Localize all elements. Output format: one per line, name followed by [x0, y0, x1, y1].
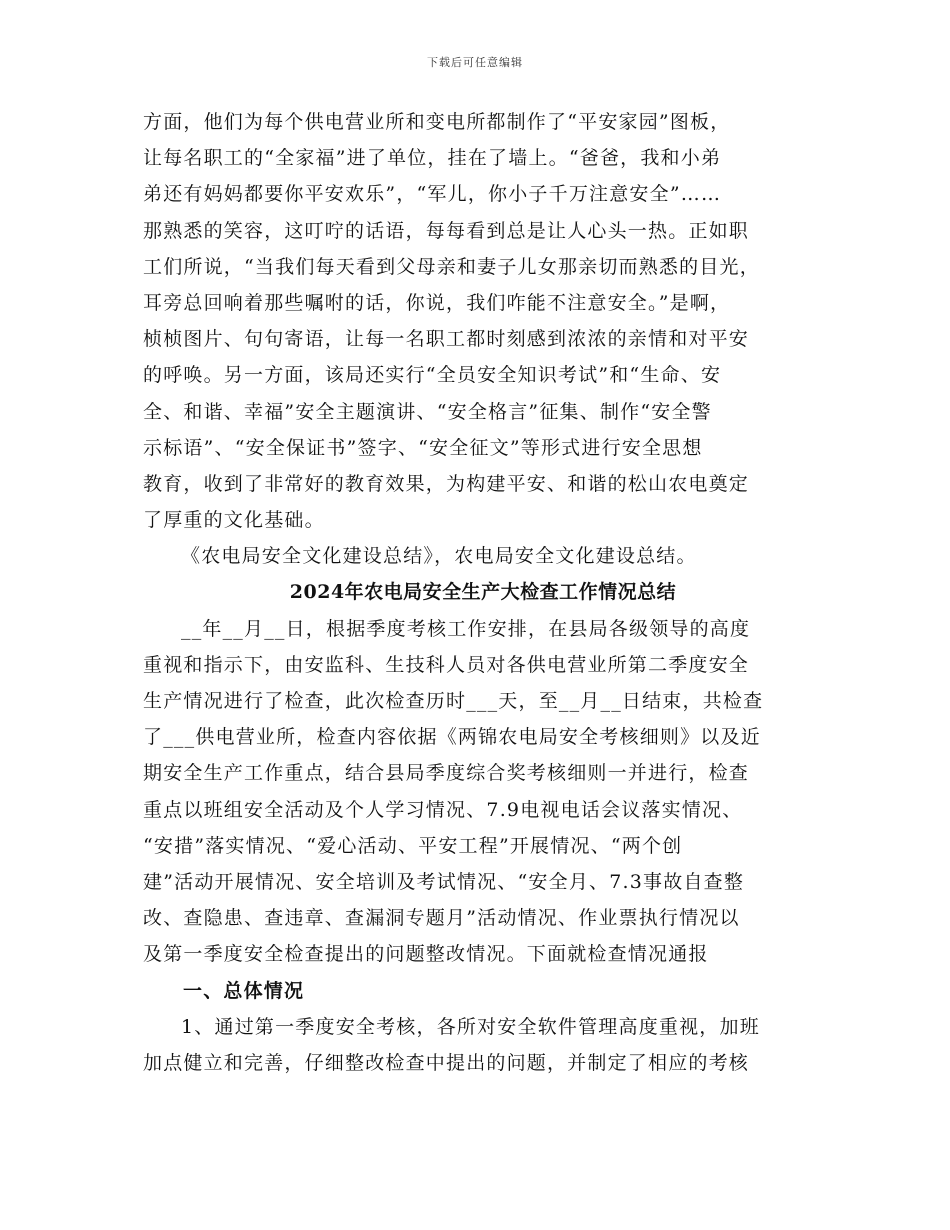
text-line: 弟还有妈妈都要你平安欢乐”，“军儿，你小子千万注意安全”…… — [143, 183, 722, 206]
section-heading: 一、总体情况 — [183, 979, 305, 1002]
text-line: “安措”落实情况、“爱心活动、平安工程”开展情况、“两个创 — [143, 834, 683, 857]
text-line: 改、查隐患、查违章、查漏洞专题月”活动情况、作业票执行情况以 — [143, 907, 740, 930]
text-line: 桢桢图片、句句寄语，让每一名职工都时刻感到浓浓的亲情和对平安 — [143, 328, 750, 351]
text-line: 让每名职工的“全家福”进了单位，挂在了墙上。“爸爸，我和小弟 — [143, 147, 722, 170]
text-line: 耳旁总回响着那些嘱咐的话，你说，我们咋能不注意安全。”是啊， — [143, 291, 731, 314]
text-line: 1、通过第一季度安全考核，各所对安全软件管理高度重视，加班 — [181, 1015, 760, 1038]
text-line: 全、和谐、幸福”安全主题演讲、“安全格言”征集、制作“安全警 — [143, 400, 712, 423]
text-line: 示标语”、“安全保证书”签字、“安全征文”等形式进行安全思想 — [143, 436, 703, 459]
document-title: 2024年农电局安全生产大检查工作情况总结 — [289, 581, 677, 604]
text-line: 重视和指示下，由安监科、生技科人员对各供电营业所第二季度安全 — [143, 653, 750, 676]
text-line: 期安全生产工作重点，结合县局季度综合奖考核细则一并进行，检查 — [143, 762, 750, 785]
text-line: 教育，收到了非常好的教育效果，为构建平安、和谐的松山农电奠定 — [143, 472, 750, 495]
page-header: 下载后可任意编辑 — [427, 56, 523, 69]
text-line: 那熟悉的笑容，这叮咛的话语，每每看到总是让人心头一热。正如职 — [143, 219, 750, 242]
text-line: 了___供电营业所，检查内容依据《两锦农电局安全考核细则》以及近 — [143, 726, 761, 749]
paragraph-summary-note: 《农电局安全文化建设总结》，农电局安全文化建设总结。 — [181, 545, 697, 568]
text-line: 生产情况进行了检查，此次检查历时___天，至__月__日结束，共检查 — [143, 690, 764, 712]
text-line: 重点以班组安全活动及个人学习情况、7.9电视电话会议落实情况、 — [143, 798, 743, 821]
text-line: 加点健立和完善，仔细整改检查中提出的问题，并制定了相应的考核 — [143, 1051, 750, 1074]
paragraph-inspection-intro — [143, 611, 823, 973]
paragraph-family-photos — [143, 104, 823, 538]
text-line: __年__月__日，根据季度考核工作安排，在县局各级领导的高度 — [181, 617, 751, 640]
text-line: 的呼唤。另一方面，该局还实行“全员安全知识考试”和“生命、安 — [143, 364, 722, 387]
text-line: 工们所说，“当我们每天看到父母亲和妻子儿女那亲切而熟悉的目光， — [143, 255, 760, 278]
text-line: 方面，他们为每个供电营业所和变电所都制作了“平安家园”图板， — [143, 111, 731, 133]
document-body — [143, 104, 823, 1081]
text-line: 建”活动开展情况、安全培训及考试情况、“安全月、7.3事故自查整 — [143, 870, 745, 893]
text-line: 及第一季度安全检查提出的问题整改情况。下面就检查情况通报 — [143, 943, 709, 966]
text-line: 了厚重的文化基础。 — [143, 509, 325, 532]
paragraph-overall — [143, 1009, 823, 1081]
